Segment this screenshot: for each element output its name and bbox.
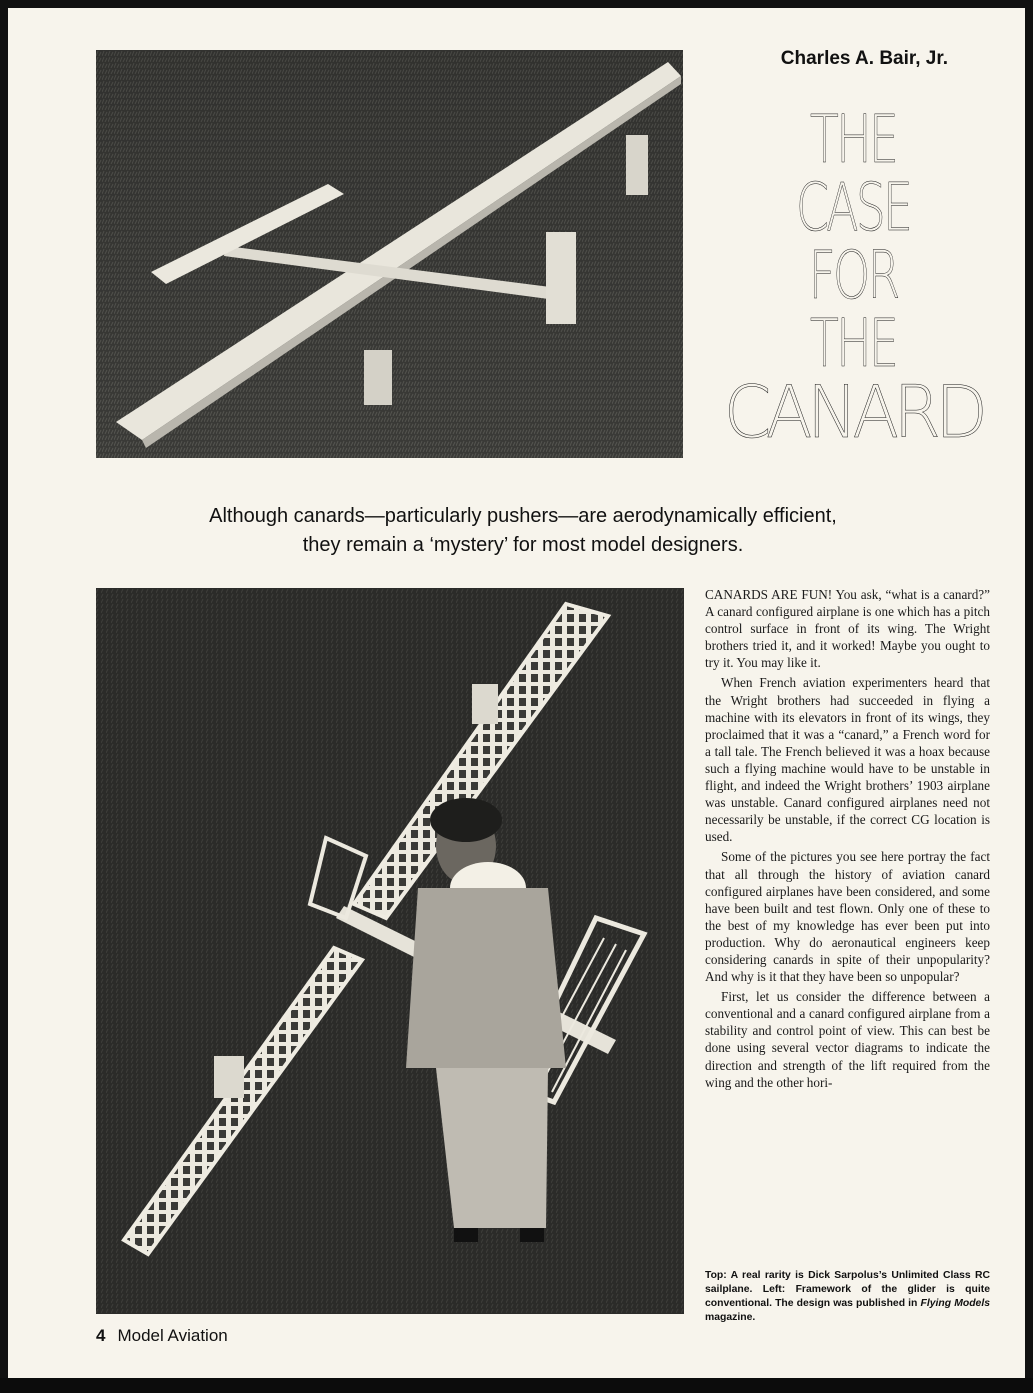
caption-magazine-name: Flying Models [920, 1298, 990, 1309]
body-paragraph-1: CANARDS ARE FUN! You ask, “what is a canard?” A canard configured airplane is one which has a pitch control surface in front of its wing. The Wright brothers tried it, and it worked! Maybe you ought to try it. You may like it. [705, 587, 990, 671]
scan-border [0, 1378, 1033, 1393]
body-paragraph-2: When French aviation experimenters heard that the Wright brothers had succeeded in flying a machine with its elevators in front of its wings, they proclaimed that it was a “canard,” a French word for a tall tale. The French believed it was a hoax because such a flying machine would have to be unstable in flight, and indeed the Wright brothers’ 1903 airplane was unstable. Canard configured airplanes need not necessarily be unstable, if the correct CG location is used. [705, 675, 990, 845]
page-number: 4 [96, 1326, 106, 1345]
caption-tail: magazine. [705, 1312, 756, 1323]
caption-text: Top: A real rarity is Dick Sarpolus’s Unlimited Class RC sailplane. Left: Framework of the glider is quite conventional. The design was published in [705, 1270, 990, 1309]
byline: Charles A. Bair, Jr. [780, 48, 948, 69]
article-body [705, 586, 990, 1094]
page-footer [96, 1326, 228, 1346]
publication-name: Model Aviation [117, 1326, 228, 1345]
title-line-4: THE [809, 305, 897, 382]
magazine-page [8, 8, 1025, 1378]
photo-caption [705, 1269, 990, 1325]
title-line-3: FOR [808, 237, 898, 314]
sailplane-photo-image [96, 50, 683, 458]
body-paragraph-4: First, let us consider the difference between a conventional and a canard configured airplane from a stability and control point of view. This can best be done using several vector diagrams to indicate the direction and strength of the lift required from the wing and the other hori- [705, 989, 990, 1090]
title-line-2: CASE [795, 169, 911, 246]
title-line-5: CANARD [723, 370, 983, 454]
article-title [698, 101, 1008, 454]
sailplane-photo [96, 50, 683, 458]
glider-framework-photo-image [96, 588, 684, 1314]
title-line-1: THE [809, 101, 897, 178]
body-paragraph-3: Some of the pictures you see here portray the fact that all through the history of aviation canard configured airplanes have been considered, and some have been built and test flown. Only one of these to the best of my knowledge has ever been put into production. Why do aeronautical engineers keep considering canards in spite of their unpopularity? And why is it that they have been so unpopular? [705, 849, 990, 985]
deck-subtitle: Although canards—particularly pushers—are aerodynamically efficient, they remain a ‘mystery’ for most model designers. [209, 505, 837, 556]
glider-framework-photo [96, 588, 684, 1314]
